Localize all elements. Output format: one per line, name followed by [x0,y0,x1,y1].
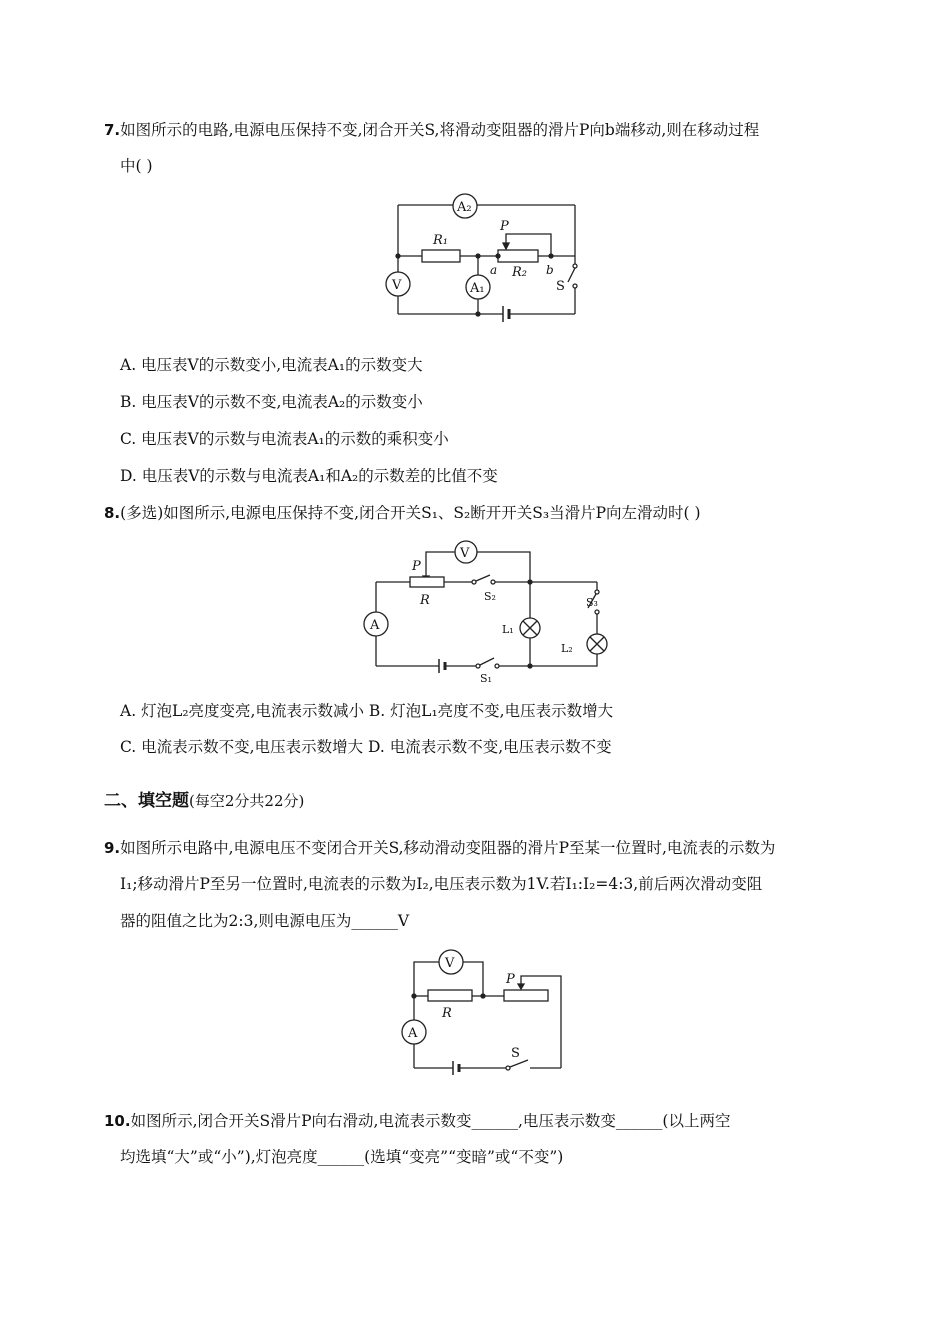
section-title: 二、填空题 [104,791,189,811]
q7-fig-a2: A₂ [457,200,472,215]
q9-circuit-diagram [398,946,573,1086]
q8-fig-s1: S₁ [480,672,492,684]
q9-stem-line1 [104,838,775,858]
q9-stem-line2: I₁;移动滑片P至另一位置时,电流表的示数为I₂,电压表示数为1V.若I₁:I₂=4:3,前后两次滑动变阻 [120,875,763,893]
q8-options-line1: A. 灯泡L₂亮度变亮,电流表示数减小 B. 灯泡L₁亮度不变,电压表示数增大 [120,702,614,720]
q9-fig-p: P [506,972,515,987]
q9-fig-a: A [408,1026,418,1041]
q8-circuit-diagram [362,534,612,684]
q8-fig-a: A [370,618,380,633]
q8-fig-s2: S₂ [484,590,496,603]
q7-option-d: D. 电压表V的示数与电流表A₁和A₂的示数差的比值不变 [120,467,498,485]
section-score-note: (每空2分共22分) [189,792,305,810]
q7-option-c: C. 电压表V的示数与电流表A₁的示数的乘积变小 [120,430,449,448]
q7-option-b: B. 电压表V的示数不变,电流表A₂的示数变小 [120,393,423,411]
section-fill-in-blank-heading [104,786,304,811]
q9-fig-v: V [445,956,455,971]
q8-fig-s3: S₃ [586,596,598,609]
q8-fig-r: R [420,593,430,608]
q8-fig-l1: L₁ [502,623,514,636]
q9-stem-text: 如图所示电路中,电源电压不变闭合开关S,移动滑动变阻器的滑片P至某一位置时,电流表的示数为 [120,839,776,857]
q7-fig-p: P [500,219,509,234]
q8-number: 8. [104,504,121,522]
q7-fig-s: S [556,279,565,294]
q7-fig-a1: A₁ [470,281,485,296]
q8-fig-p: P [412,559,421,574]
q7-number: 7. [104,121,121,139]
q8-fig-v: V [460,546,470,561]
q7-fig-b-end: b [546,263,554,277]
q8-options-line2: C. 电流表示数不变,电压表示数增大 D. 电流表示数不变,电压表示数不变 [120,738,612,756]
q7-stem-line2: 中( ) [120,157,153,175]
q8-fig-l2: L₂ [561,642,573,655]
q9-stem-line3: 器的阻值之比为2:3,则电源电压为______V [120,912,410,930]
q10-stem-text: 如图所示,闭合开关S滑片P向右滑动,电流表示数变______,电压表示数变______(以上两空 [130,1112,731,1130]
q10-stem-line1 [104,1111,730,1131]
q8-stem-text: (多选)如图所示,电源电压保持不变,闭合开关S₁、S₂断开开关S₃当滑片P向左滑动时( ) [120,504,701,522]
q10-stem-line2: 均选填“大”或“小”),灯泡亮度______(选填“变亮”“变暗”或“不变”) [120,1148,564,1166]
q7-stem-line1 [104,120,759,140]
q7-fig-r2: R₂ [512,265,527,280]
q10-number: 10. [104,1112,131,1130]
q7-circuit-diagram [378,190,588,325]
q7-fig-r1: R₁ [433,233,448,248]
q7-option-a: A. 电压表V的示数变小,电流表A₁的示数变大 [120,356,423,374]
q8-stem-line1 [104,503,701,523]
q9-number: 9. [104,839,121,857]
q7-fig-v: V [392,278,402,293]
q7-fig-a-end: a [490,263,498,277]
q9-fig-s: S [511,1046,520,1061]
q9-fig-r: R [442,1006,452,1021]
q7-stem-text: 如图所示的电路,电源电压保持不变,闭合开关S,将滑动变阻器的滑片P向b端移动,则在移动过程 [120,121,760,139]
